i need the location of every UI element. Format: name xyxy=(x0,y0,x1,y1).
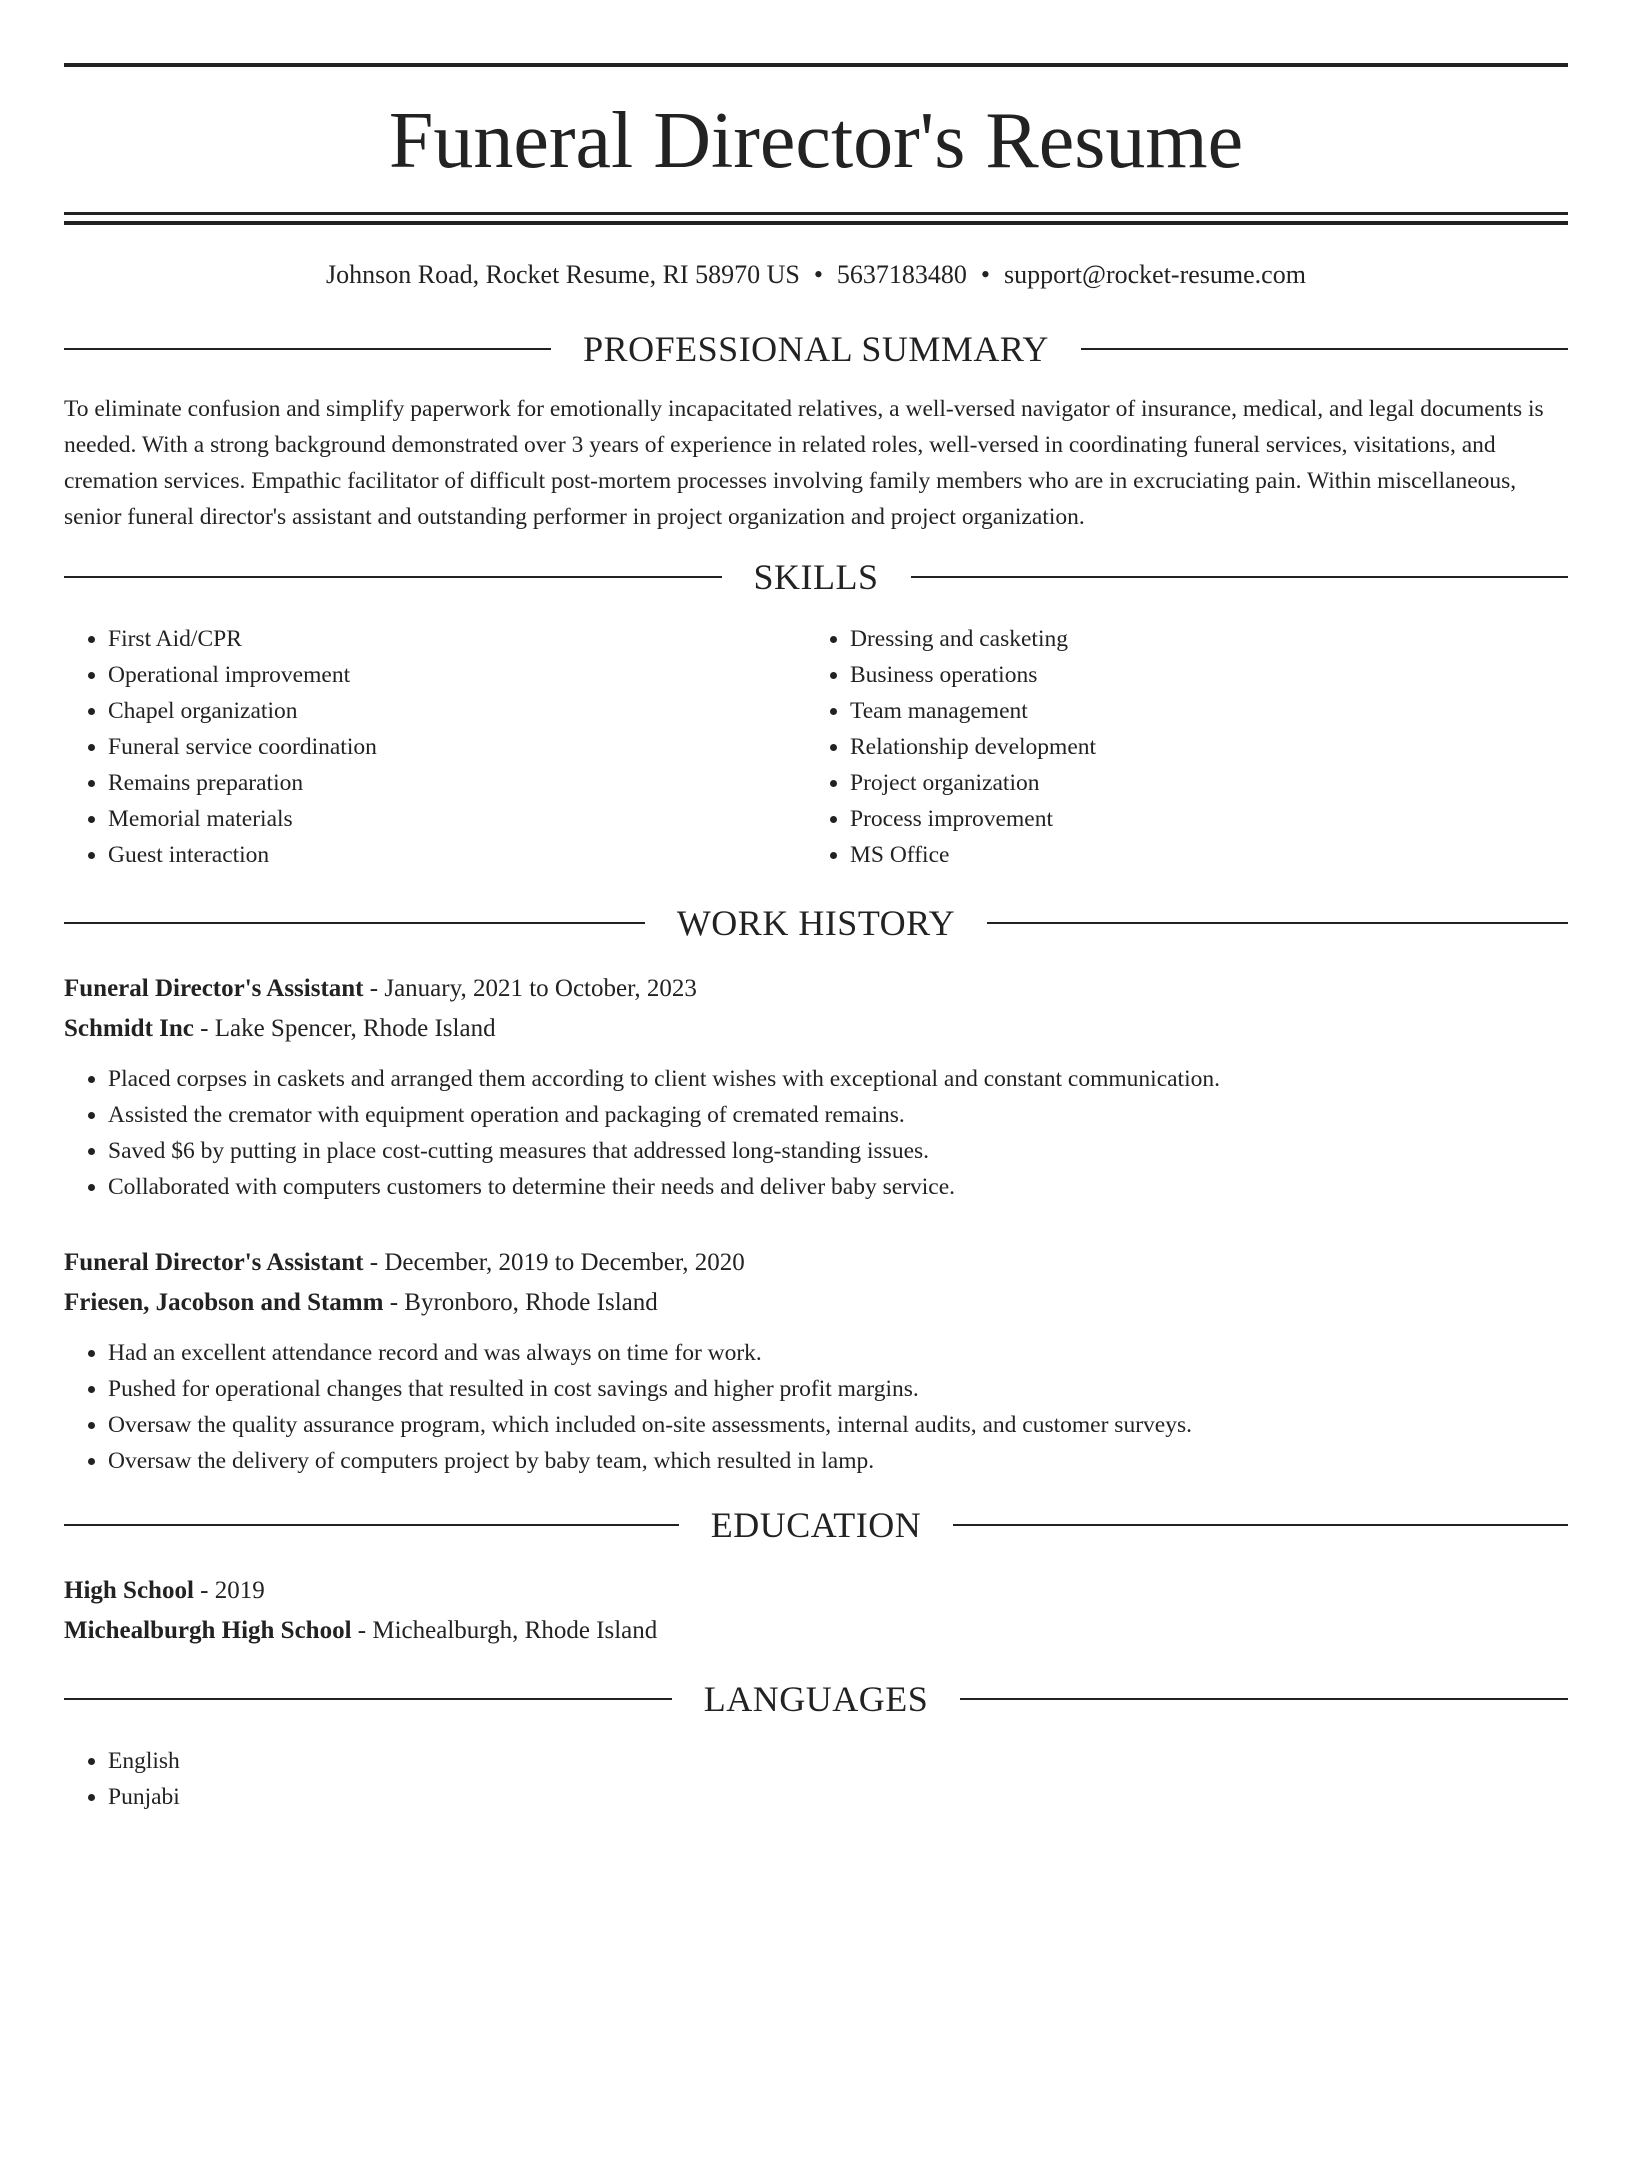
skill-item: • Chapel organization xyxy=(108,693,806,729)
summary-heading xyxy=(64,329,1568,369)
job-bullet: • Collaborated with computers customers to determine their needs and deliver baby service. xyxy=(108,1169,1568,1205)
contact-email: support@rocket-resume.com xyxy=(1004,260,1306,289)
job-bullet: • Had an excellent attendance record and was always on time for work. xyxy=(108,1335,1568,1371)
heading-rule-left xyxy=(64,1524,679,1526)
skill-item: • Operational improvement xyxy=(108,657,806,693)
job-dates: - January, 2021 to October, 2023 xyxy=(369,975,697,1002)
work-heading-label: WORK HISTORY xyxy=(676,903,956,943)
education-heading xyxy=(64,1505,1568,1545)
job-bullets xyxy=(64,1335,1568,1479)
job-bullet: • Oversaw the delivery of computers project by baby team, which resulted in lamp. xyxy=(108,1443,1568,1479)
job-title-line xyxy=(64,1243,1568,1283)
skill-item: • Memorial materials xyxy=(108,801,806,837)
title-double-rule xyxy=(64,212,1568,225)
contact-address: Johnson Road, Rocket Resume, RI 58970 US xyxy=(326,260,800,289)
skill-item: • Project organization xyxy=(850,765,1548,801)
heading-rule-left xyxy=(64,922,645,924)
job-dates: - December, 2019 to December, 2020 xyxy=(369,1249,745,1276)
skill-item: • Business operations xyxy=(850,657,1548,693)
job-bullets xyxy=(64,1061,1568,1205)
job-company: Friesen, Jacobson and Stamm xyxy=(64,1289,384,1316)
heading-rule-right xyxy=(953,1524,1568,1526)
heading-rule-right xyxy=(960,1698,1568,1700)
education-degree: High School xyxy=(64,1577,194,1604)
skills-list-left xyxy=(64,621,806,873)
skills-heading-label: SKILLS xyxy=(753,557,879,597)
skills-column-right xyxy=(806,621,1548,873)
contact-line xyxy=(64,259,1568,291)
work-heading xyxy=(64,903,1568,943)
skill-item: • Guest interaction xyxy=(108,837,806,873)
job-title-line xyxy=(64,969,1568,1009)
skill-item: • MS Office xyxy=(850,837,1548,873)
job-company-line xyxy=(64,1009,1568,1049)
summary-heading-label: PROFESSIONAL SUMMARY xyxy=(583,329,1049,369)
skills-column-left xyxy=(64,621,806,873)
education-location: - Michealburgh, Rhode Island xyxy=(357,1617,658,1644)
languages-heading-label: LANGUAGES xyxy=(703,1679,929,1719)
language-item: • Punjabi xyxy=(108,1779,1568,1815)
skill-item: • Process improvement xyxy=(850,801,1548,837)
job-bullet: • Placed corpses in caskets and arranged them according to client wishes with exceptional and constant communication. xyxy=(108,1061,1568,1097)
job-title: Funeral Director's Assistant xyxy=(64,975,364,1002)
skill-item: • First Aid/CPR xyxy=(108,621,806,657)
job-title: Funeral Director's Assistant xyxy=(64,1249,364,1276)
job-bullet: • Assisted the cremator with equipment operation and packaging of cremated remains. xyxy=(108,1097,1568,1133)
job-company: Schmidt Inc xyxy=(64,1015,194,1042)
heading-rule-right xyxy=(987,922,1568,924)
languages-list xyxy=(64,1743,1568,1815)
skills-heading xyxy=(64,557,1568,597)
skill-item: • Dressing and casketing xyxy=(850,621,1548,657)
languages-block xyxy=(64,1743,1568,1815)
job-entry xyxy=(64,969,1568,1205)
education-school: Michealburgh High School xyxy=(64,1617,352,1644)
heading-rule-right xyxy=(911,576,1569,578)
heading-rule-left xyxy=(64,1698,672,1700)
heading-rule-left xyxy=(64,576,722,578)
skill-item: • Team management xyxy=(850,693,1548,729)
job-bullet: • Pushed for operational changes that resulted in cost savings and higher profit margins. xyxy=(108,1371,1568,1407)
skill-item: • Funeral service coordination xyxy=(108,729,806,765)
resume-page xyxy=(0,63,1632,2175)
education-year: - 2019 xyxy=(200,1577,265,1604)
education-entry xyxy=(64,1571,1568,1651)
contact-separator: • xyxy=(813,260,823,289)
job-bullet: • Oversaw the quality assurance program, which included on-site assessments, internal audits, and customer surveys. xyxy=(108,1407,1568,1443)
summary-text: To eliminate confusion and simplify paperwork for emotionally incapacitated relatives, a well-versed navigator of insurance, medical, and legal documents is needed. With a strong background demonstrated over 3 years of experience in related roles, well-versed in coordinating funeral services, visitations, and cremation services. Empathic facilitator of difficult post-mortem processes involving family members who are in excruciating pain. Within miscellaneous, senior funeral director's assistant and outstanding performer in project organization and project organization. xyxy=(64,396,1544,530)
languages-heading xyxy=(64,1679,1568,1719)
job-bullet: • Saved $6 by putting in place cost-cutting measures that addressed long-standing issues. xyxy=(108,1133,1568,1169)
job-location: - Byronboro, Rhode Island xyxy=(389,1289,658,1316)
skills-grid xyxy=(64,621,1568,873)
job-location: - Lake Spencer, Rhode Island xyxy=(200,1015,496,1042)
skill-item: • Remains preparation xyxy=(108,765,806,801)
heading-rule-left xyxy=(64,348,551,350)
heading-rule-right xyxy=(1081,348,1568,350)
job-company-line xyxy=(64,1283,1568,1323)
education-degree-line xyxy=(64,1571,1568,1611)
skill-item: • Relationship development xyxy=(850,729,1548,765)
page-title: Funeral Director's Resume xyxy=(388,97,1244,185)
education-school-line xyxy=(64,1611,1568,1651)
contact-phone: 5637183480 xyxy=(836,260,967,289)
education-heading-label: EDUCATION xyxy=(710,1505,922,1545)
job-entry xyxy=(64,1243,1568,1479)
contact-separator: • xyxy=(980,260,991,289)
language-item: • English xyxy=(108,1743,1568,1779)
top-rule xyxy=(64,63,1568,67)
skills-list-right xyxy=(806,621,1548,873)
